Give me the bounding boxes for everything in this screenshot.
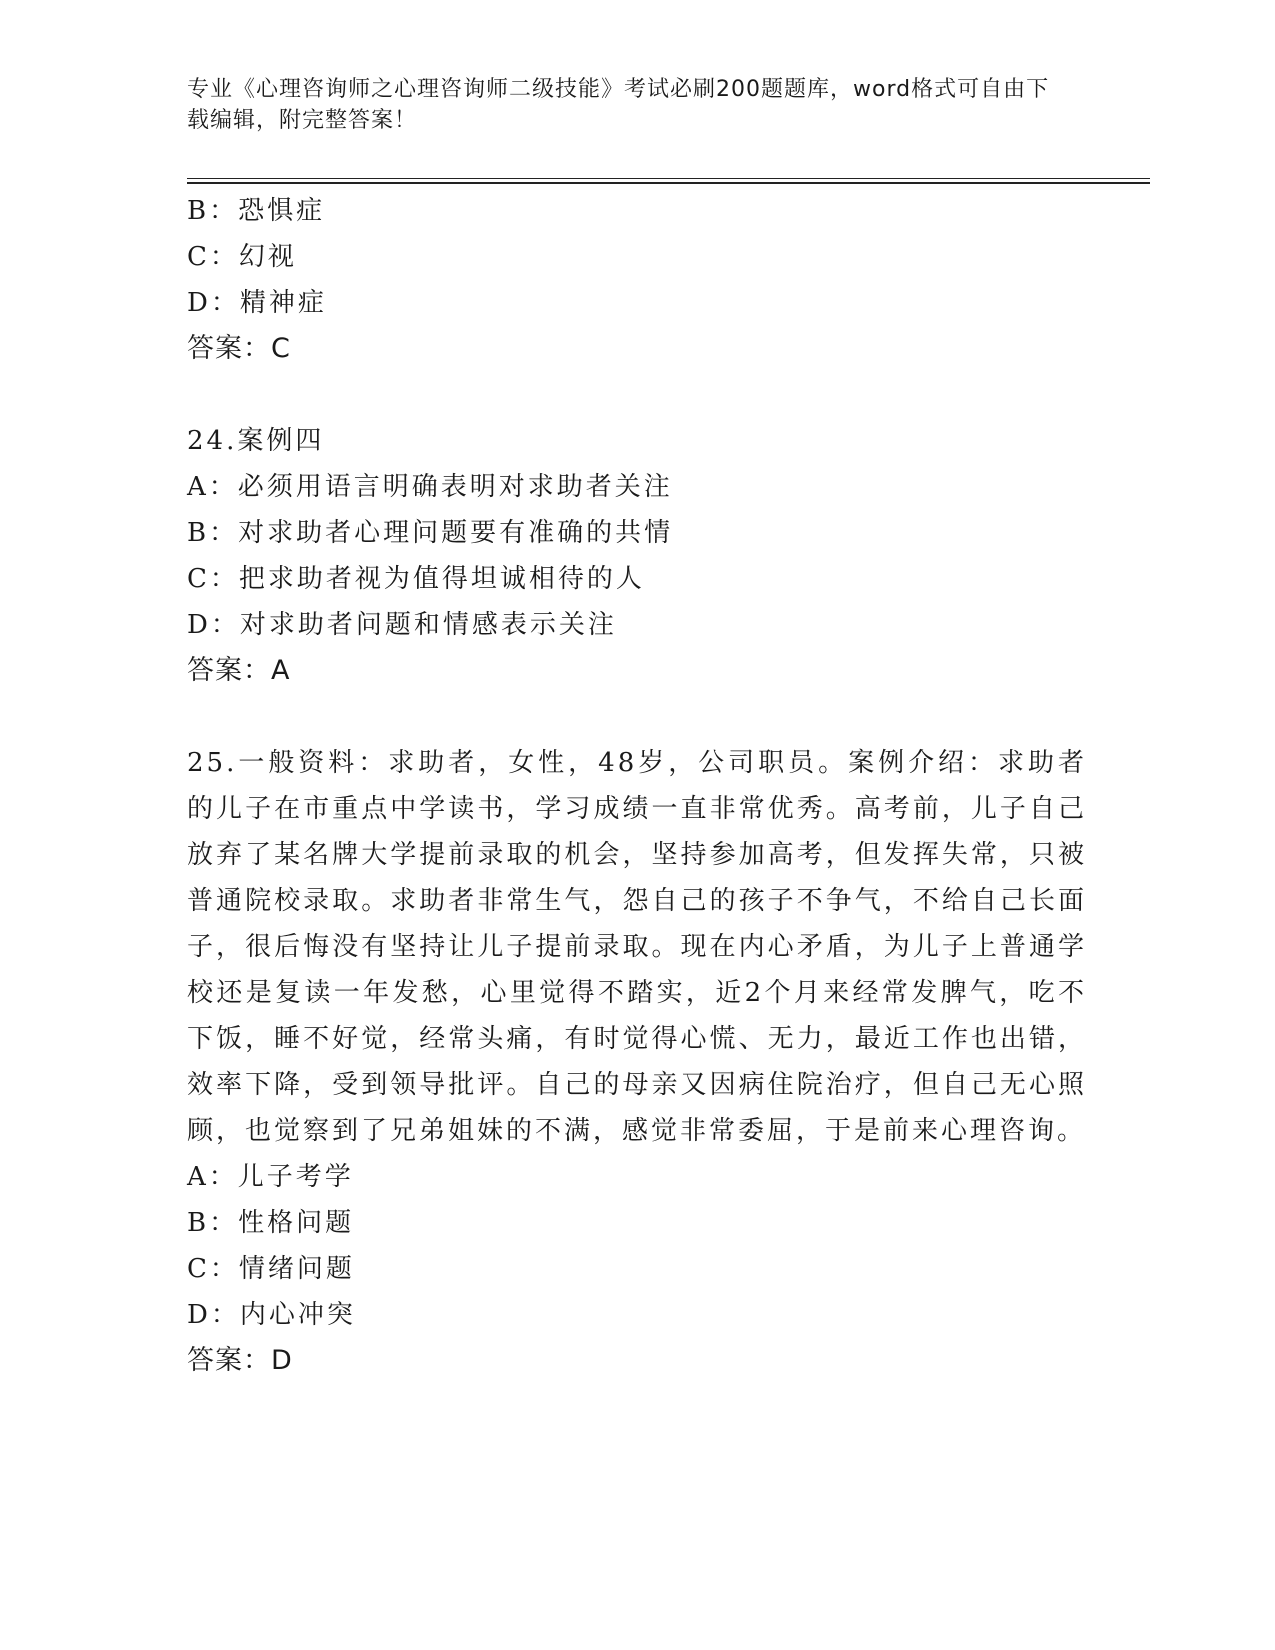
option-c: C：情绪问题 <box>187 1254 355 1284</box>
question-23-block <box>187 188 1087 372</box>
question-stem: 25.一般资料：求助者，女性，48岁，公司职员。案例介绍：求助者的儿子在市重点中学读书，学习成绩一直非常优秀。高考前，儿子自己放弃了某名牌大学提前录取的机会，坚持参加高考，但发挥失常，只被普通院校录取。求助者非常生气，怨自己的孩子不争气，不给自己长面子，很后悔没有坚持让儿子提前录取。现在内心矛盾，为儿子上普通学校还是复读一年发愁，心里觉得不踏实，近2个月来经常发脾气，吃不下饭，睡不好觉，经常头痛，有时觉得心慌、无力，最近工作也出错，效率下降，受到领导批评。自己的母亲又因病住院治疗，但自己无心照顾，也觉察到了兄弟姐妹的不满，感觉非常委屈，于是前来心理咨询。 <box>187 748 1087 1146</box>
answer-line: 答案：D <box>187 1345 293 1376</box>
header-divider-thick <box>187 182 1150 184</box>
option-c: C：把求助者视为值得坦诚相待的人 <box>187 564 645 594</box>
spacer <box>187 372 1087 418</box>
question-title: 24.案例四 <box>187 426 325 456</box>
question-content <box>187 188 1087 1384</box>
document-header: 专业《心理咨询师之心理咨询师二级技能》考试必刷200题题库，word格式可自由下载编辑，附完整答案！ <box>187 77 1050 133</box>
question-24-block <box>187 418 1087 694</box>
option-d: D：精神症 <box>187 288 327 318</box>
option-b: B：恐惧症 <box>187 196 326 226</box>
option-b: B：性格问题 <box>187 1208 355 1238</box>
option-c: C：幻视 <box>187 242 297 272</box>
option-d: D：内心冲突 <box>187 1300 356 1330</box>
option-a: A：儿子考学 <box>187 1162 354 1192</box>
option-a: A：必须用语言明确表明对求助者关注 <box>187 472 673 502</box>
header-divider-thin <box>187 178 1150 179</box>
question-25-block <box>187 740 1087 1384</box>
option-d: D：对求助者问题和情感表示关注 <box>187 610 617 640</box>
answer-line: 答案：C <box>187 333 291 364</box>
spacer <box>187 694 1087 740</box>
answer-line: 答案：A <box>187 655 291 686</box>
option-b: B：对求助者心理问题要有准确的共情 <box>187 518 674 548</box>
